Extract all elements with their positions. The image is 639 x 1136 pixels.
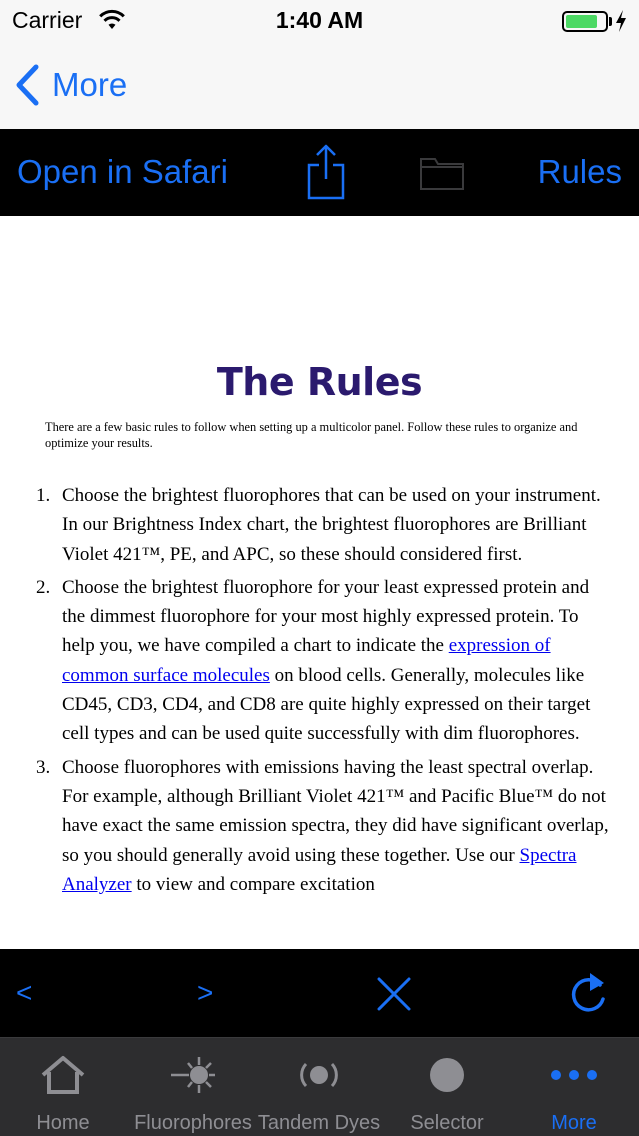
tab-label: Tandem Dyes	[257, 1112, 381, 1134]
battery-icon	[562, 11, 608, 32]
tab-tandem-dyes[interactable]	[257, 1038, 381, 1136]
close-icon[interactable]	[376, 976, 412, 1012]
document-intro: There are a few basic rules to follow when setting up a multicolor panel. Follow these rules to organize and optimize your results.	[45, 420, 578, 450]
back-button[interactable]	[14, 60, 127, 110]
fluorophore-icon	[145, 1054, 241, 1096]
forward-page-button[interactable]: >	[197, 977, 214, 1008]
tab-home[interactable]	[25, 1038, 101, 1136]
tab-selector[interactable]	[409, 1038, 485, 1136]
charging-bolt-icon	[615, 9, 627, 33]
rule-text: Choose fluorophores with emissions having the least spectral overlap. For example, although Brilliant Violet 421™ and Pacific Blue™ do not have exact the same emission spectra, they did have significant overlap, so you should generally avoid using these together. Use our	[62, 756, 609, 866]
carrier-label: Carrier	[12, 7, 83, 33]
rule-item	[28, 481, 613, 569]
rules-button[interactable]: Rules	[537, 153, 622, 190]
share-icon[interactable]	[303, 143, 349, 201]
more-icon	[536, 1054, 612, 1096]
chevron-left-icon	[14, 64, 40, 106]
tab-fluorophores[interactable]	[134, 1038, 252, 1136]
status-bar	[0, 0, 639, 40]
rule-number: 1.	[36, 485, 51, 506]
spectra-analyzer-link[interactable]: Spectra Analyzer	[62, 844, 577, 895]
rule-text: to view and compare excitation	[131, 873, 375, 895]
rule-number: 2.	[36, 576, 51, 598]
document-title: The Rules	[216, 360, 423, 404]
rules-list	[28, 481, 613, 903]
back-button-label: More	[52, 66, 128, 103]
back-page-button[interactable]: <	[16, 977, 33, 1008]
open-in-safari-button[interactable]: Open in Safari	[17, 153, 228, 190]
tab-label: Home	[36, 1112, 90, 1134]
tandem-dye-icon	[276, 1054, 362, 1096]
web-content[interactable]	[0, 216, 639, 949]
rule-text: Choose the brightest fluorophore for your least expressed protein and the dimmest fluorophore for your most highly expressed protein. To help you, we have compiled a chart to indicate the	[62, 576, 590, 657]
rule-text: Choose the brightest fluorophores that can be used on your instrument. In our Brightness Index chart, the brightest fluorophores are Brilliant Violet 421™, PE, and APC, so these should considered first.	[62, 485, 601, 565]
tab-more[interactable]	[536, 1038, 612, 1136]
folder-icon[interactable]	[419, 155, 465, 191]
expression-chart-link[interactable]: expression of common surface molecules	[62, 635, 551, 686]
nav-bar	[0, 40, 639, 129]
rule-text: on blood cells. Generally, molecules like CD45, CD3, CD4, and CD8 are quite highly expressed on their target cell types and can be used quite successfully with dim fluorophores.	[62, 664, 591, 745]
tab-label: Selector	[410, 1112, 484, 1134]
top-toolbar	[0, 129, 639, 216]
rule-item	[28, 753, 613, 899]
battery-level	[566, 15, 597, 28]
tab-label: More	[551, 1112, 597, 1134]
reload-icon[interactable]	[568, 971, 610, 1017]
tab-bar	[0, 1037, 639, 1136]
rule-number: 3.	[36, 756, 51, 778]
browser-toolbar	[0, 949, 639, 1037]
tab-label: Fluorophores	[134, 1112, 252, 1134]
battery-cap	[609, 17, 612, 26]
status-time: 1:40 AM	[275, 7, 364, 33]
rule-item	[28, 573, 613, 749]
home-icon	[25, 1054, 101, 1096]
selector-icon	[409, 1054, 485, 1096]
